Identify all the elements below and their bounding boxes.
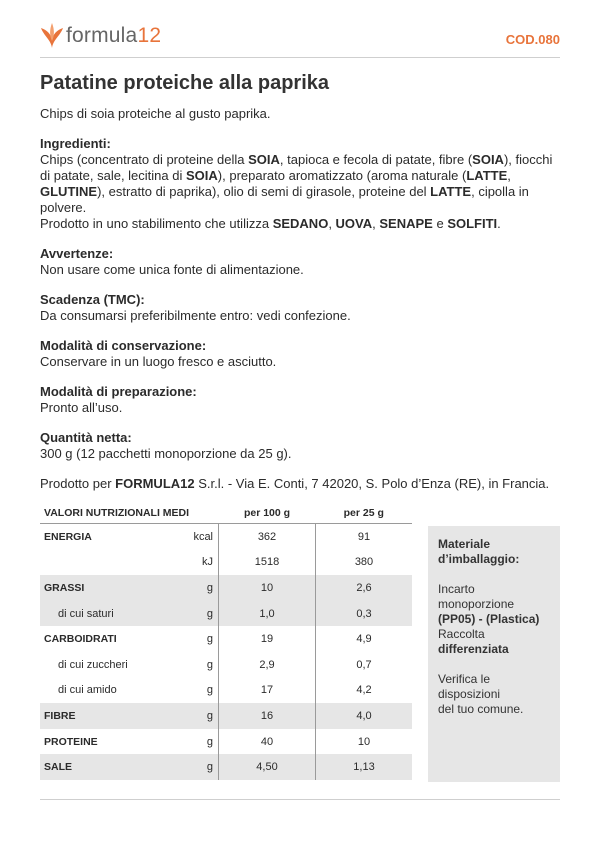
packaging-heading-2: d’imballaggio: (438, 552, 520, 566)
nutrition-header-100g: per 100 g (219, 503, 316, 524)
nutrition-header-25g: per 25 g (316, 503, 413, 524)
quantity-text: 300 g (12 pacchetti monoporzione da 25 g). (40, 446, 292, 461)
packaging-material: (PP05) - (Plastica) (438, 612, 540, 626)
ingredients-heading: Ingredienti: (40, 136, 111, 151)
packaging-line: Raccolta (438, 627, 485, 641)
nutrition-table (40, 503, 412, 780)
ingredients-text: Chips (concentrato di proteine della SOIA, tapioca e fecola di patate, fibre (SOIA), fiocchi di patate, sale, lecitina di SOIA), preparato aromatizzato (aroma naturale (LATTE, GLUTINE), estratto di paprika), olio di semi di girasole, proteine del LATTE, cipolla in polvere. (40, 152, 553, 215)
table-row: SALE g 4,50 1,13 (40, 754, 412, 780)
table-row: CARBOIDRATI g 19 4,9 (40, 626, 412, 652)
packaging-sorting: differenziata (438, 642, 509, 656)
producer-text: Prodotto per FORMULA12 S.r.l. - Via E. Conti, 7 42020, S. Polo d’Enza (RE), in Francia. (40, 476, 550, 491)
leaf-logo-icon (40, 22, 64, 50)
product-code: COD.080 (505, 32, 560, 47)
packaging-line: Incarto (438, 582, 475, 596)
quantity-heading: Quantità netta: (40, 430, 132, 445)
warnings-heading: Avvertenze: (40, 246, 114, 261)
table-row: ENERGIA kcal 362 91 (40, 524, 412, 550)
nutrition-header-label: VALORI NUTRIZIONALI MEDI (40, 503, 219, 524)
table-row: FIBRE g 16 4,0 (40, 703, 412, 729)
preparation-heading: Modalità di preparazione: (40, 384, 197, 399)
packaging-line: Verifica le (438, 672, 491, 686)
brand-logo (40, 22, 161, 50)
packaging-line: disposizioni (438, 687, 501, 701)
warnings-text: Non usare come unica fonte di alimentazione. (40, 262, 304, 277)
storage-heading: Modalità di conservazione: (40, 338, 207, 353)
packaging-box (428, 526, 560, 782)
expiry-heading: Scadenza (TMC): (40, 292, 145, 307)
table-row: di cui amido g 17 4,2 (40, 678, 412, 704)
packaging-heading: Materiale (438, 537, 491, 551)
logo-word: formula (66, 24, 138, 47)
table-row: di cui zuccheri g 2,9 0,7 (40, 652, 412, 678)
logo-number: 12 (137, 24, 162, 47)
table-row: GRASSI g 10 2,6 (40, 575, 412, 601)
expiry-text: Da consumarsi preferibilmente entro: vedi confezione. (40, 308, 351, 323)
plant-allergens-text: Prodotto in uno stabilimento che utilizza SEDANO, UOVA, SENAPE e SOLFITI. (40, 216, 501, 231)
divider-bottom (40, 799, 560, 800)
table-row: kJ 1518 380 (40, 550, 412, 576)
table-row: PROTEINE g 40 10 (40, 729, 412, 755)
storage-text: Conservare in un luogo fresco e asciutto. (40, 354, 277, 369)
header (40, 22, 560, 56)
packaging-line: monoporzione (438, 597, 515, 611)
product-subtitle: Chips di soia proteiche al gusto paprika. (40, 106, 271, 121)
table-row: di cui saturi g 1,0 0,3 (40, 601, 412, 627)
product-body (40, 106, 560, 492)
preparation-text: Pronto all’uso. (40, 400, 123, 415)
divider-top (40, 57, 560, 58)
packaging-line: del tuo comune. (438, 702, 524, 716)
product-title: Patatine proteiche alla paprika (40, 72, 329, 94)
